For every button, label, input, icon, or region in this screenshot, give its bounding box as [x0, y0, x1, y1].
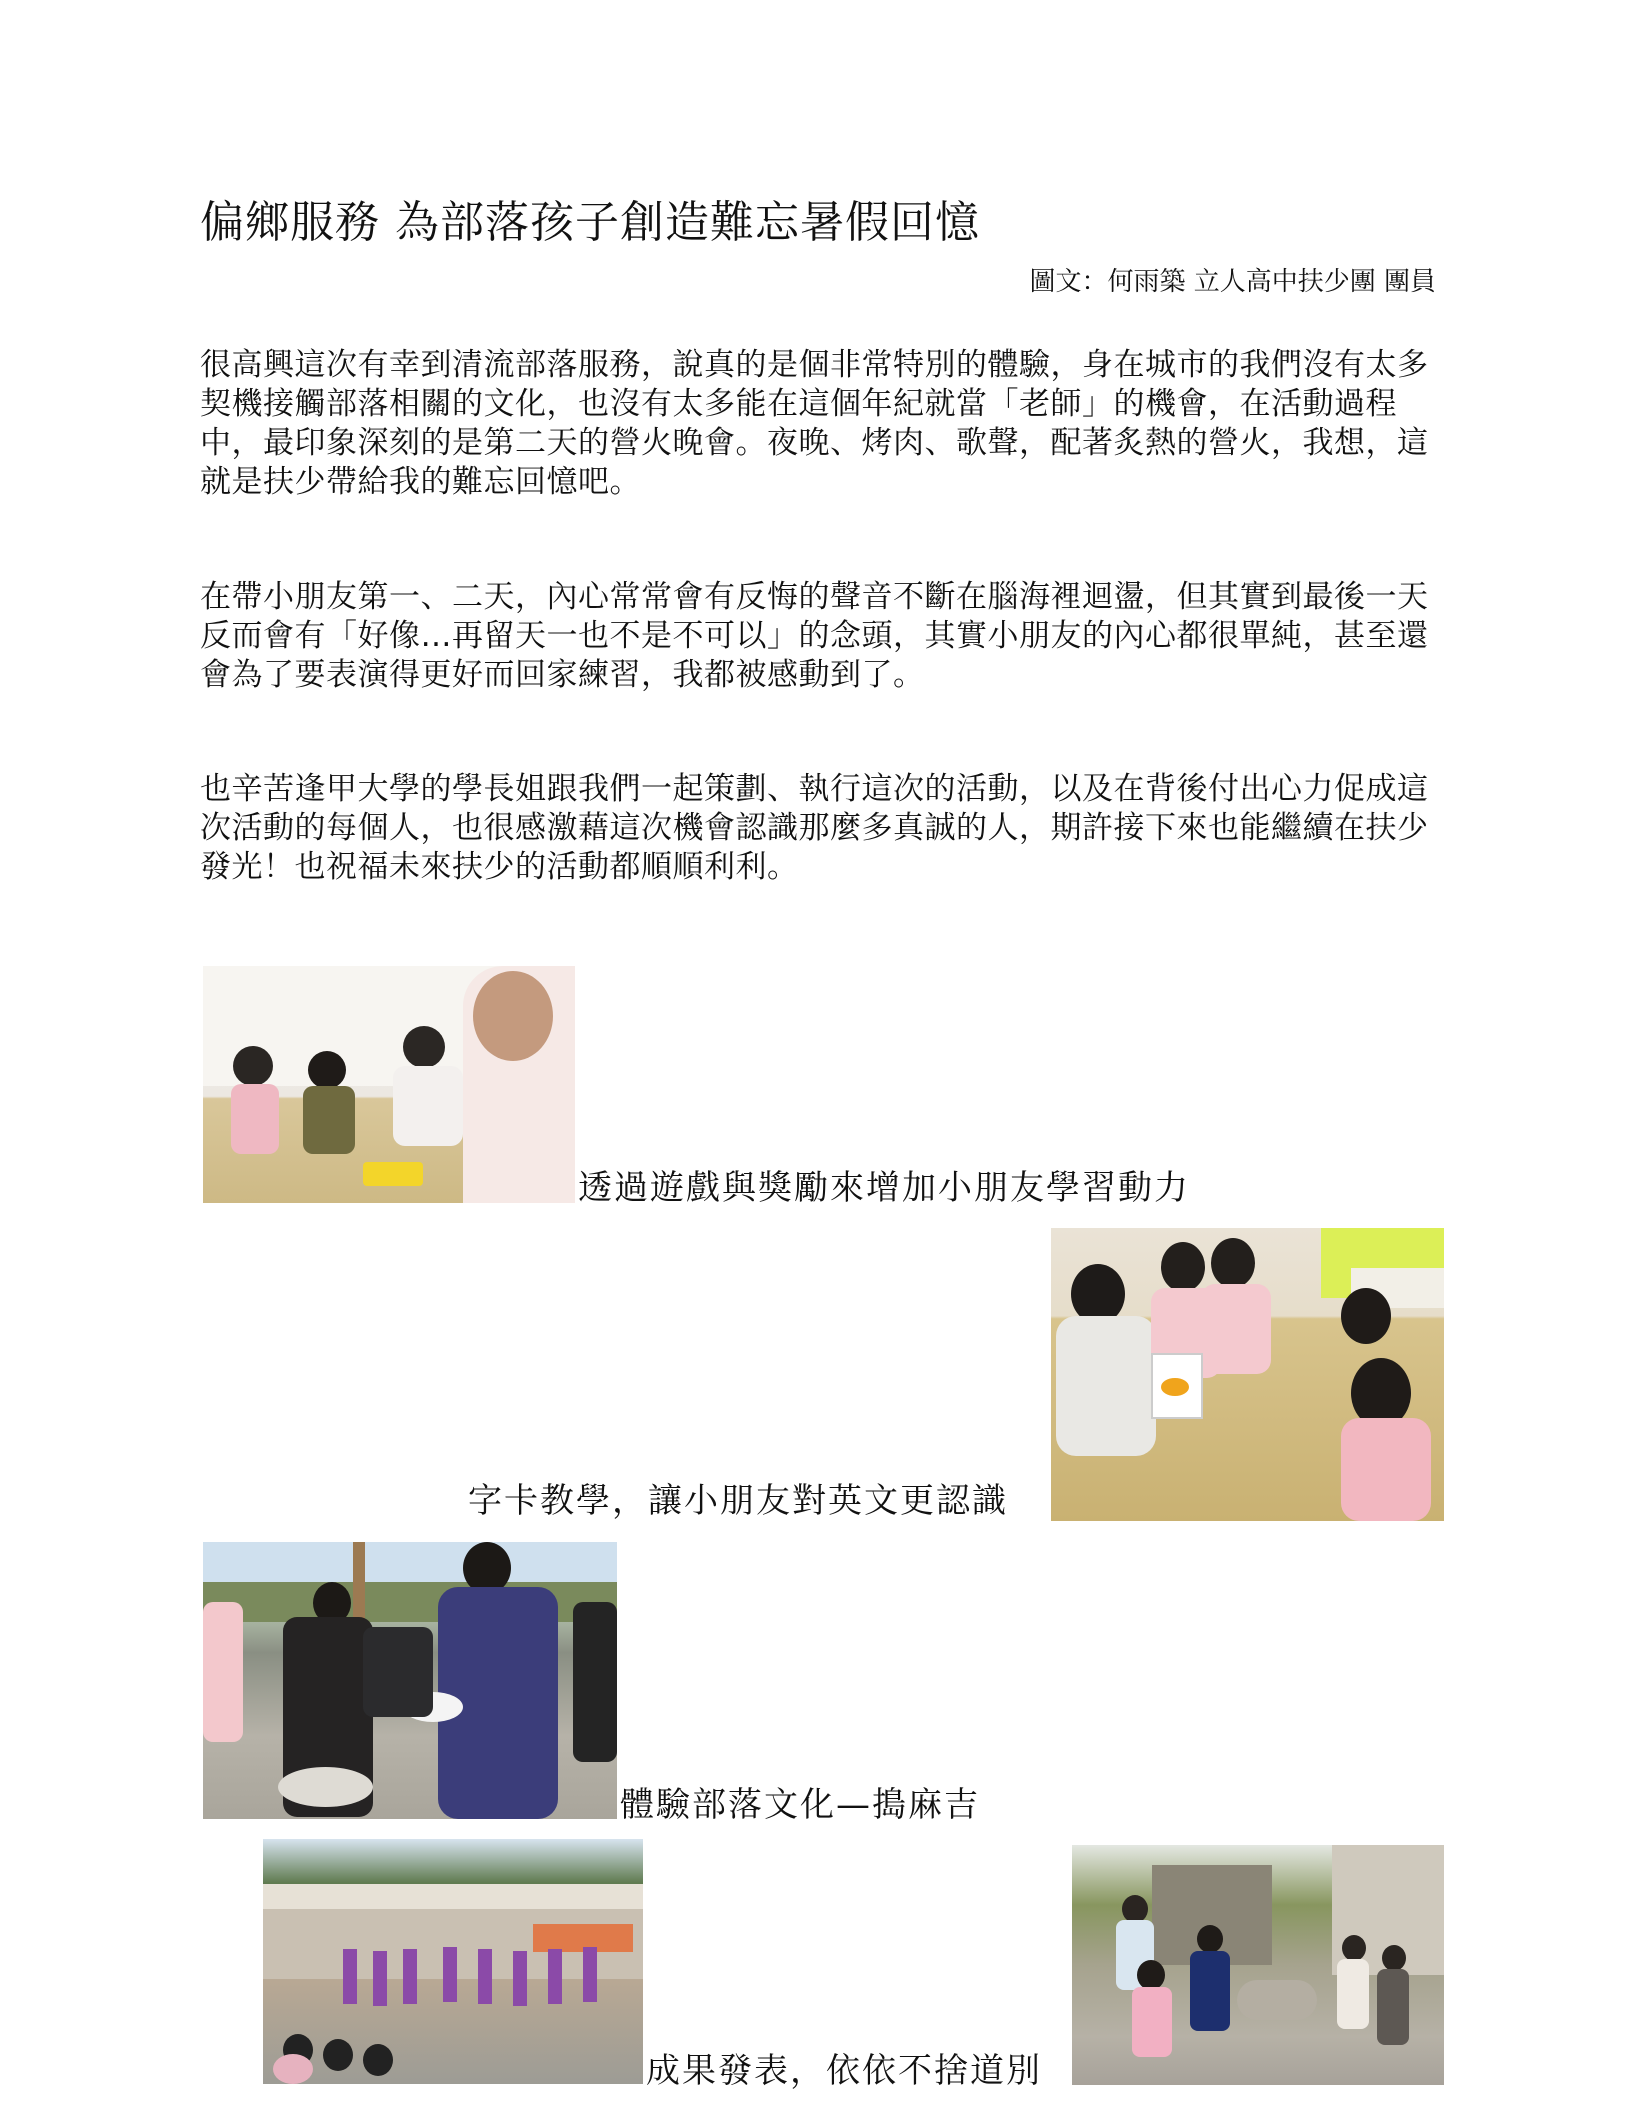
photo-flashcard-teaching	[1051, 1228, 1444, 1521]
paragraph-1: 很高興這次有幸到清流部落服務，說真的是個非常特別的體驗，身在城市的我們沒有太多契機接觸部落相關的文化，也沒有太多能在這個年紀就當「老師」的機會，在活動過程中，最印象深刻的是第二天的營火晚會。夜晚、烤肉、歌聲，配著炙熱的營火，我想，這就是扶少帶給我的難忘回憶吧。	[200, 347, 1429, 500]
caption-culture: 體驗部落文化—搗麻吉	[620, 1785, 980, 1825]
article-title: 偏鄉服務 為部落孩子創造難忘暑假回憶	[200, 197, 980, 248]
caption-flashcards: 字卡教學，讓小朋友對英文更認識	[468, 1481, 1008, 1521]
caption-games: 透過遊戲與獎勵來增加小朋友學習動力	[578, 1168, 1190, 1208]
photo-game-activity	[203, 966, 575, 1203]
photo-farewell	[1072, 1845, 1444, 2085]
caption-performance: 成果發表，依依不捨道別	[646, 2051, 1042, 2091]
paragraph-2: 在帶小朋友第一、二天，內心常常會有反悔的聲音不斷在腦海裡迴盪，但其實到最後一天反而會有「好像…再留天一也不是不可以」的念頭，其實小朋友的內心都很單純，甚至還會為了要表演得更好而回家練習，我都被感動到了。	[200, 579, 1429, 693]
photo-performance	[263, 1839, 643, 2084]
article-byline: 圖文：何雨築 立人高中扶少團 團員	[1029, 267, 1436, 297]
paragraph-3: 也辛苦逢甲大學的學長姐跟我們一起策劃、執行這次的活動，以及在背後付出心力促成這次活動的每個人，也很感激藉這次機會認識那麼多真誠的人，期許接下來也能繼續在扶少發光！也祝福未來扶少的活動都順順利利。	[200, 771, 1429, 885]
photo-mochi-pounding	[203, 1542, 617, 1819]
